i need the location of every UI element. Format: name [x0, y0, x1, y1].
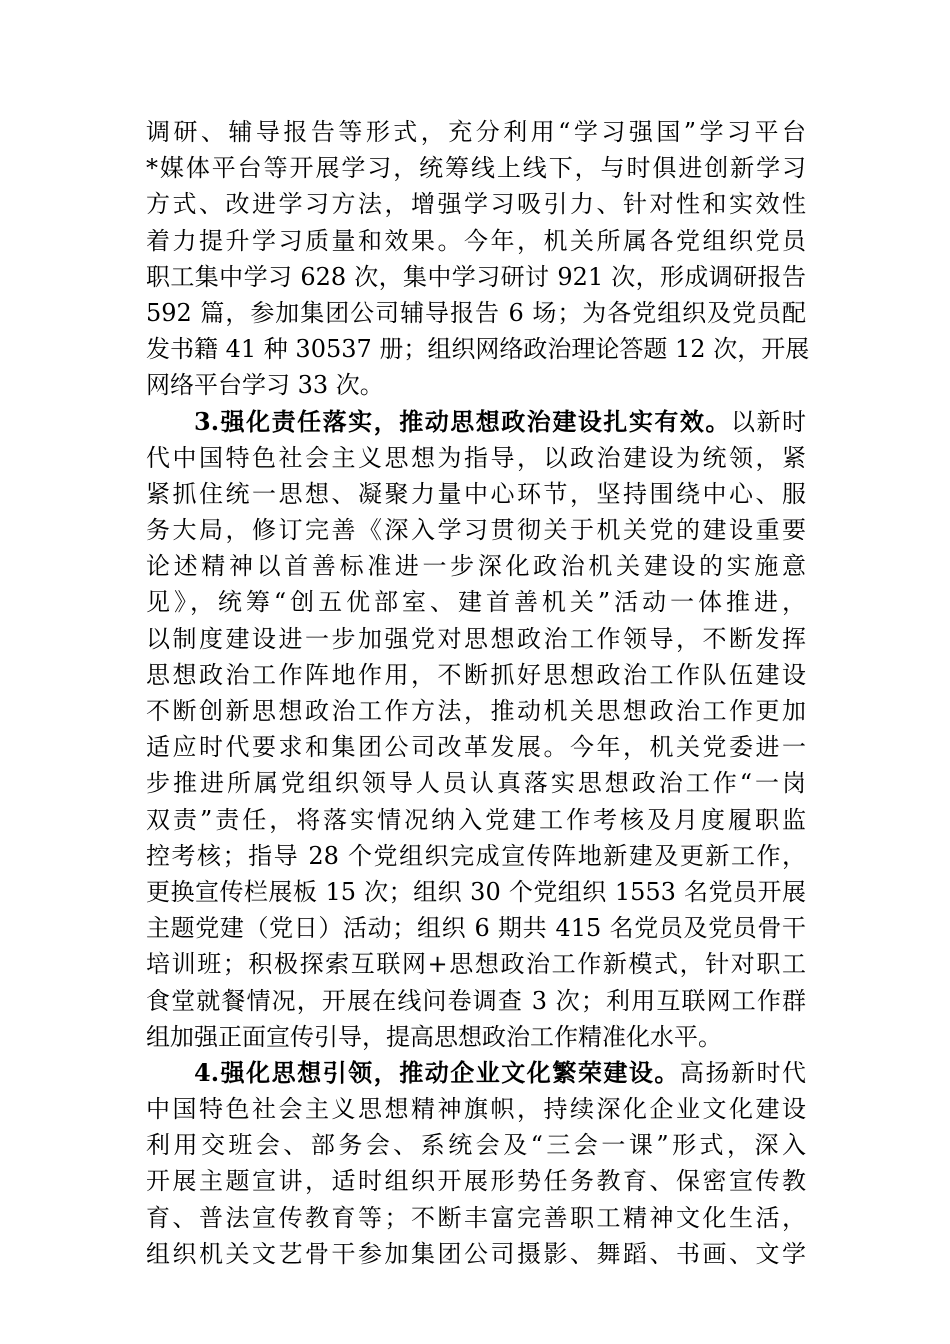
body-line: 着力提升学习质量和效果。今年，机关所属各党组织党员 [146, 226, 806, 255]
section-3-lead: 以新时 [730, 407, 806, 436]
body-line: 中国特色社会主义思想精神旗帜，持续深化企业文化建设 [146, 1095, 806, 1124]
section-3-heading: 3.强化责任落实，推动思想政治建设扎实有效。 [194, 406, 731, 436]
body-line: 适应时代要求和集团公司改革发展。今年，机关党委进一 [146, 733, 806, 762]
section-4-lead: 高扬新时代 [679, 1058, 806, 1087]
body-line: 职工集中学习 628 次，集中学习研讨 921 次，形成调研报告 [146, 262, 806, 291]
body-line: *媒体平台等开展学习，统筹线上线下，与时俱进创新学习 [146, 154, 806, 183]
body-line: 利用交班会、部务会、系统会及“三会一课”形式，深入 [146, 1131, 806, 1160]
body-line: 代中国特色社会主义思想为指导，以政治建设为统领，紧 [146, 443, 806, 472]
body-line: 方式、改进学习方法，增强学习吸引力、针对性和实效性 [146, 190, 806, 219]
body-line: 见》，统筹“创五优部室、建首善机关”活动一体推进， [146, 588, 806, 617]
body-line: 592 篇，参加集团公司辅导报告 6 场；为各党组织及党员配 [146, 298, 806, 327]
document-page [146, 114, 810, 1272]
body-line: 调研、辅导报告等形式，充分利用“学习强国”学习平台 [146, 118, 806, 146]
body-line: 务大局，修订完善《深入学习贯彻关于机关党的建设重要 [146, 516, 806, 545]
body-line: 组织机关文艺骨干参加集团公司摄影、舞蹈、书画、文学 [146, 1239, 806, 1268]
body-line: 不断创新思想政治工作方法，推动机关思想政治工作更加 [146, 697, 806, 725]
body-line: 发书籍 41 种 30537 册；组织网络政治理论答题 12 次，开展 [146, 335, 810, 364]
body-line: 主题党建（党日）活动；组织 6 期共 415 名党员及党员骨干 [146, 914, 806, 943]
body-line: 双责”责任，将落实情况纳入党建工作考核及月度履职监 [146, 805, 806, 834]
body-line: 网络平台学习 33 次。 [146, 371, 384, 400]
body-line: 步推进所属党组织领导人员认真落实思想政治工作“一岗 [146, 769, 806, 798]
body-line: 开展主题宣讲，适时组织开展形势任务教育、保密宣传教 [146, 1167, 806, 1196]
body-line: 紧抓住统一思想、凝聚力量中心环节，坚持围绕中心、服 [146, 479, 806, 508]
section-4-first-line [146, 1055, 806, 1091]
body-line: 思想政治工作阵地作用，不断抓好思想政治工作队伍建设 [146, 660, 806, 689]
body-line: 培训班；积极探索互联网+思想政治工作新模式，针对职工 [146, 950, 806, 979]
body-line: 组加强正面宣传引导，提高思想政治工作精准化水平。 [146, 1022, 722, 1051]
section-4-heading: 4.强化思想引领，推动企业文化繁荣建设。 [194, 1057, 680, 1087]
body-line: 以制度建设进一步加强党对思想政治工作领导，不断发挥 [146, 624, 806, 653]
section-3-first-line [146, 404, 806, 440]
body-line: 更换宣传栏展板 15 次；组织 30 个党组织 1553 名党员开展 [146, 877, 806, 906]
body-line: 控考核；指导 28 个党组织完成宣传阵地新建及更新工作， [146, 841, 806, 870]
body-line: 论述精神以首善标准进一步深化政治机关建设的实施意 [146, 552, 806, 581]
body-line: 育、普法宣传教育等；不断丰富完善职工精神文化生活， [146, 1203, 806, 1232]
body-line: 食堂就餐情况，开展在线问卷调查 3 次；利用互联网工作群 [146, 986, 806, 1015]
